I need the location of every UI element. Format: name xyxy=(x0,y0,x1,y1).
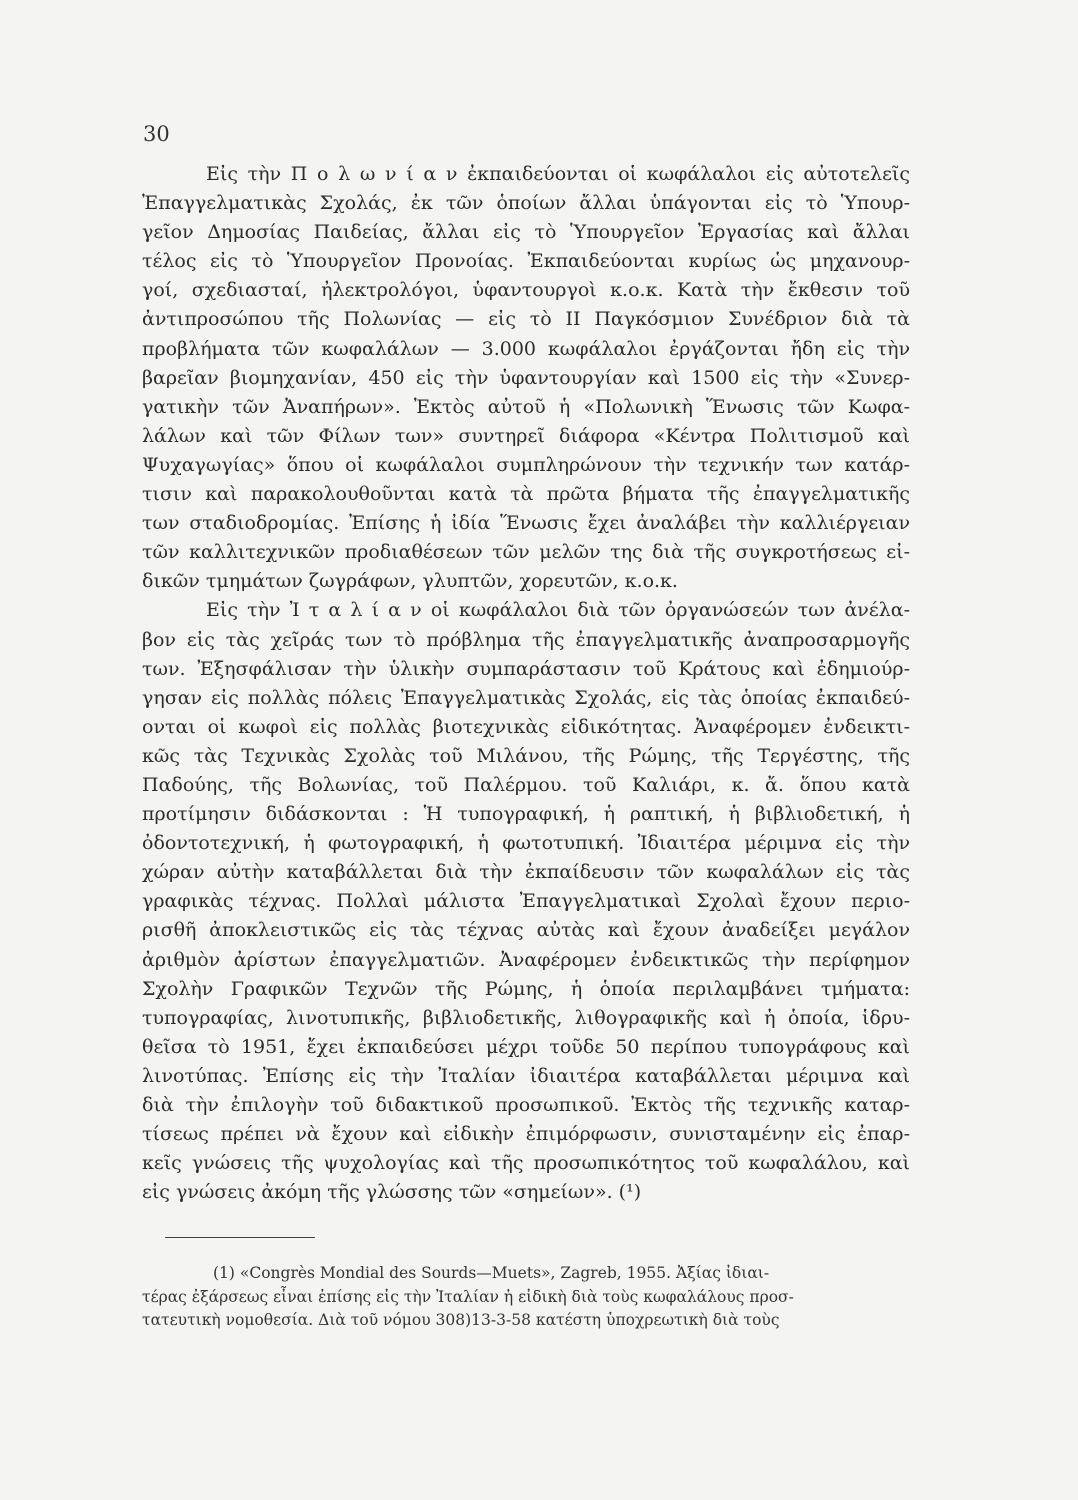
paragraph-line: Εἰς τὴν Π ο λ ω ν ί α ν ἐκπαιδεύονται οἱ κωφάλαλοι εἰς αὐτοτελεῖς xyxy=(206,163,910,185)
paragraph-line: γησαν εἰς πολλὰς πόλεις Ἐπαγγελματικὰς Σχολάς, εἰς τὰς ὁποίας ἐκπαιδεύ- xyxy=(142,686,910,709)
paragraph-line: κῶς τὰς Τεχνικὰς Σχολὰς τοῦ Μιλάνου, τῆς Ρώμης, τῆς Τεργέστης, τῆς xyxy=(142,744,910,767)
paragraph-line: τέλος εἰς τὸ Ὑπουργεῖον Προνοίας. Ἐκπαιδεύονται κυρίως ὡς μηχανουρ- xyxy=(142,250,910,273)
page-number: 30 xyxy=(143,122,170,146)
paragraph-line: κεῖς γνώσεις τῆς ψυχολογίας καὶ τῆς προσωπικότητος τοῦ κωφαλάλου, καὶ xyxy=(142,1152,910,1175)
paragraph-line: ρισθῆ ἀποκλειστικῶς εἰς τὰς τέχνας αὐτὰς καὶ ἔχουν ἀναδείξει μεγάλον xyxy=(142,919,910,942)
paragraph-line: τίσεως πρέπει νὰ ἔχουν καὶ εἰδικὴν ἐπιμόρφωσιν, συνισταμένην εἰς ἐπαρ- xyxy=(142,1123,910,1146)
paragraph-line: ὀδοντοτεχνική, ἡ φωτογραφική, ἡ φωτοτυπική. Ἰδιαιτέρα μέριμνα εἰς τὴν xyxy=(142,832,910,855)
paragraph-line: Ἐπαγγελματικὰς Σχολάς, ἐκ τῶν ὁποίων ἄλλαι ὑπάγονται εἰς τὸ Ὑπουρ- xyxy=(142,192,910,215)
footnote-line: τέρας ἐξάρσεως εἶναι ἐπίσης εἰς τὴν Ἰταλίαν ἡ εἰδικὴ διὰ τοὺς κωφαλάλους προσ- xyxy=(142,1287,794,1306)
paragraph-line: θεῖσα τὸ 1951, ἔχει ἐκπαιδεύσει μέχρι τοῦδε 50 περίπου τυπογράφους καὶ xyxy=(142,1035,910,1058)
paragraph-line: γεῖον Δημοσίας Παιδείας, ἄλλαι εἰς τὸ Ὑπουργεῖον Ἐργασίας καὶ ἄλλαι xyxy=(142,221,910,244)
paragraph-line: Εἰς τὴν Ἰ τ α λ ί α ν οἱ κωφάλαλοι διὰ τῶν ὀργανώσεών των ἀνέλα- xyxy=(206,599,910,622)
footnote-divider xyxy=(165,1237,315,1238)
paragraph-line: τυπογραφίας, λινοτυπικῆς, βιβλιοδετικῆς, λιθογραφικῆς καὶ ἡ ὁποία, ἱδρυ- xyxy=(142,1006,910,1029)
paragraph-line: τισιν καὶ παρακολουθοῦνται κατὰ τὰ πρῶτα βήματα τῆς ἐπαγγελματικῆς xyxy=(142,483,910,506)
paragraph-line: εἰς γνώσεις ἀκόμη τῆς γλώσσης τῶν «σημείων». (¹) xyxy=(142,1181,642,1204)
paragraph-line: προτίμησιν διδάσκονται : Ἡ τυπογραφική, ἡ ραπτική, ἡ βιβλιοδετική, ἡ xyxy=(142,803,910,826)
paragraph-line: βαρεῖαν βιομηχανίαν, 450 εἰς τὴν ὑφαντουργίαν καὶ 1500 εἰς τὴν «Συνερ- xyxy=(142,366,910,389)
paragraph-line: ονται οἱ κωφοὶ εἰς πολλὰς βιοτεχνικὰς εἰδικότητας. Ἀναφέρομεν ἐνδεικτι- xyxy=(142,715,910,738)
paragraph-line: προβλήματα τῶν κωφαλάλων — 3.000 κωφάλαλοι ἐργάζονται ἤδη εἰς τὴν xyxy=(142,337,910,360)
paragraph-line: δικῶν τμημάτων ζωγράφων, γλυπτῶν, χορευτῶν, κ.ο.κ. xyxy=(142,570,678,593)
footnote-line: (1) «Congrès Mondial des Sourds—Muets», Zagreb, 1955. Ἀξίας ἰδιαι- xyxy=(213,1264,770,1282)
paragraph-line: γοί, σχεδιασταί, ἠλεκτρολόγοι, ὑφαντουργοὶ κ.ο.κ. Κατὰ τὴν ἔκθεσιν τοῦ xyxy=(142,279,910,302)
paragraph-line: διὰ τὴν ἐπιλογὴν τοῦ διδακτικοῦ προσωπικοῦ. Ἐκτὸς τῆς τεχνικῆς καταρ- xyxy=(142,1094,910,1116)
paragraph-line: Παδούης, τῆς Βολωνίας, τοῦ Παλέρμου. τοῦ Καλιάρι, κ. ἄ. ὅπου κατὰ xyxy=(142,773,910,796)
paragraph-line: τῶν καλλιτεχνικῶν προδιαθέσεων τῶν μελῶν της διὰ τῆς συγκροτήσεως εἰ- xyxy=(142,541,910,564)
paragraph-line: ἀριθμὸν ἀρίστων ἐπαγγελματιῶν. Ἀναφέρομεν ἐνδεικτικῶς τὴν περίφημον xyxy=(142,948,910,971)
paragraph-line: γατικὴν τῶν Ἀναπήρων». Ἐκτὸς αὐτοῦ ἡ «Πολωνικὴ Ἕνωσις τῶν Κωφα- xyxy=(142,395,910,418)
paragraph-line: των σταδιοδρομίας. Ἐπίσης ἡ ἰδία Ἕνωσις ἔχει ἀναλάβει τὴν καλλιέργειαν xyxy=(142,512,910,535)
body-text xyxy=(142,160,910,1207)
paragraph-line: Σχολὴν Γραφικῶν Τεχνῶν τῆς Ρώμης, ἡ ὁποία περιλαμβάνει τμήματα: xyxy=(142,977,910,1000)
paragraph-line: γραφικὰς τέχνας. Πολλαὶ μάλιστα Ἐπαγγελματικαὶ Σχολαὶ ἔχουν περιο- xyxy=(142,890,910,913)
paragraph-line: λινοτύπας. Ἐπίσης εἰς τὴν Ἰταλίαν ἰδιαιτέρα καταβάλλεται μέριμνα καὶ xyxy=(142,1064,910,1087)
paragraph-line: Ψυχαγωγίας» ὅπου οἱ κωφάλαλοι συμπληρώνουν τὴν τεχνικήν των κατάρ- xyxy=(142,453,910,476)
paragraph-line: χώραν αὐτὴν καταβάλλεται διὰ τὴν ἐκπαίδευσιν τῶν κωφαλάλων εἰς τὰς xyxy=(142,861,910,884)
paragraph-line: λάλων καὶ τῶν Φίλων των» συντηρεῖ διάφορα «Κέντρα Πολιτισμοῦ καὶ xyxy=(142,424,910,447)
paragraph-line: των. Ἐξησφάλισαν τὴν ὑλικὴν συμπαράστασιν τοῦ Κράτους καὶ ἐδημιούρ- xyxy=(142,657,910,680)
footnotes xyxy=(142,1262,912,1333)
paragraph-line: βον εἰς τὰς χεῖράς των τὸ πρόβλημα τῆς ἐπαγγελματικῆς ἀναπροσαρμογῆς xyxy=(142,628,910,651)
footnote-line: τατευτικὴ νομοθεσία. Διὰ τοῦ νόμου 308)13-3-58 κατέστη ὑποχρεωτικὴ διὰ τοὺς xyxy=(142,1311,780,1330)
paragraph-line: ἀντιπροσώπου τῆς Πολωνίας — εἰς τὸ ΙΙ Παγκόσμιον Συνέδριον διὰ τὰ xyxy=(142,308,910,331)
